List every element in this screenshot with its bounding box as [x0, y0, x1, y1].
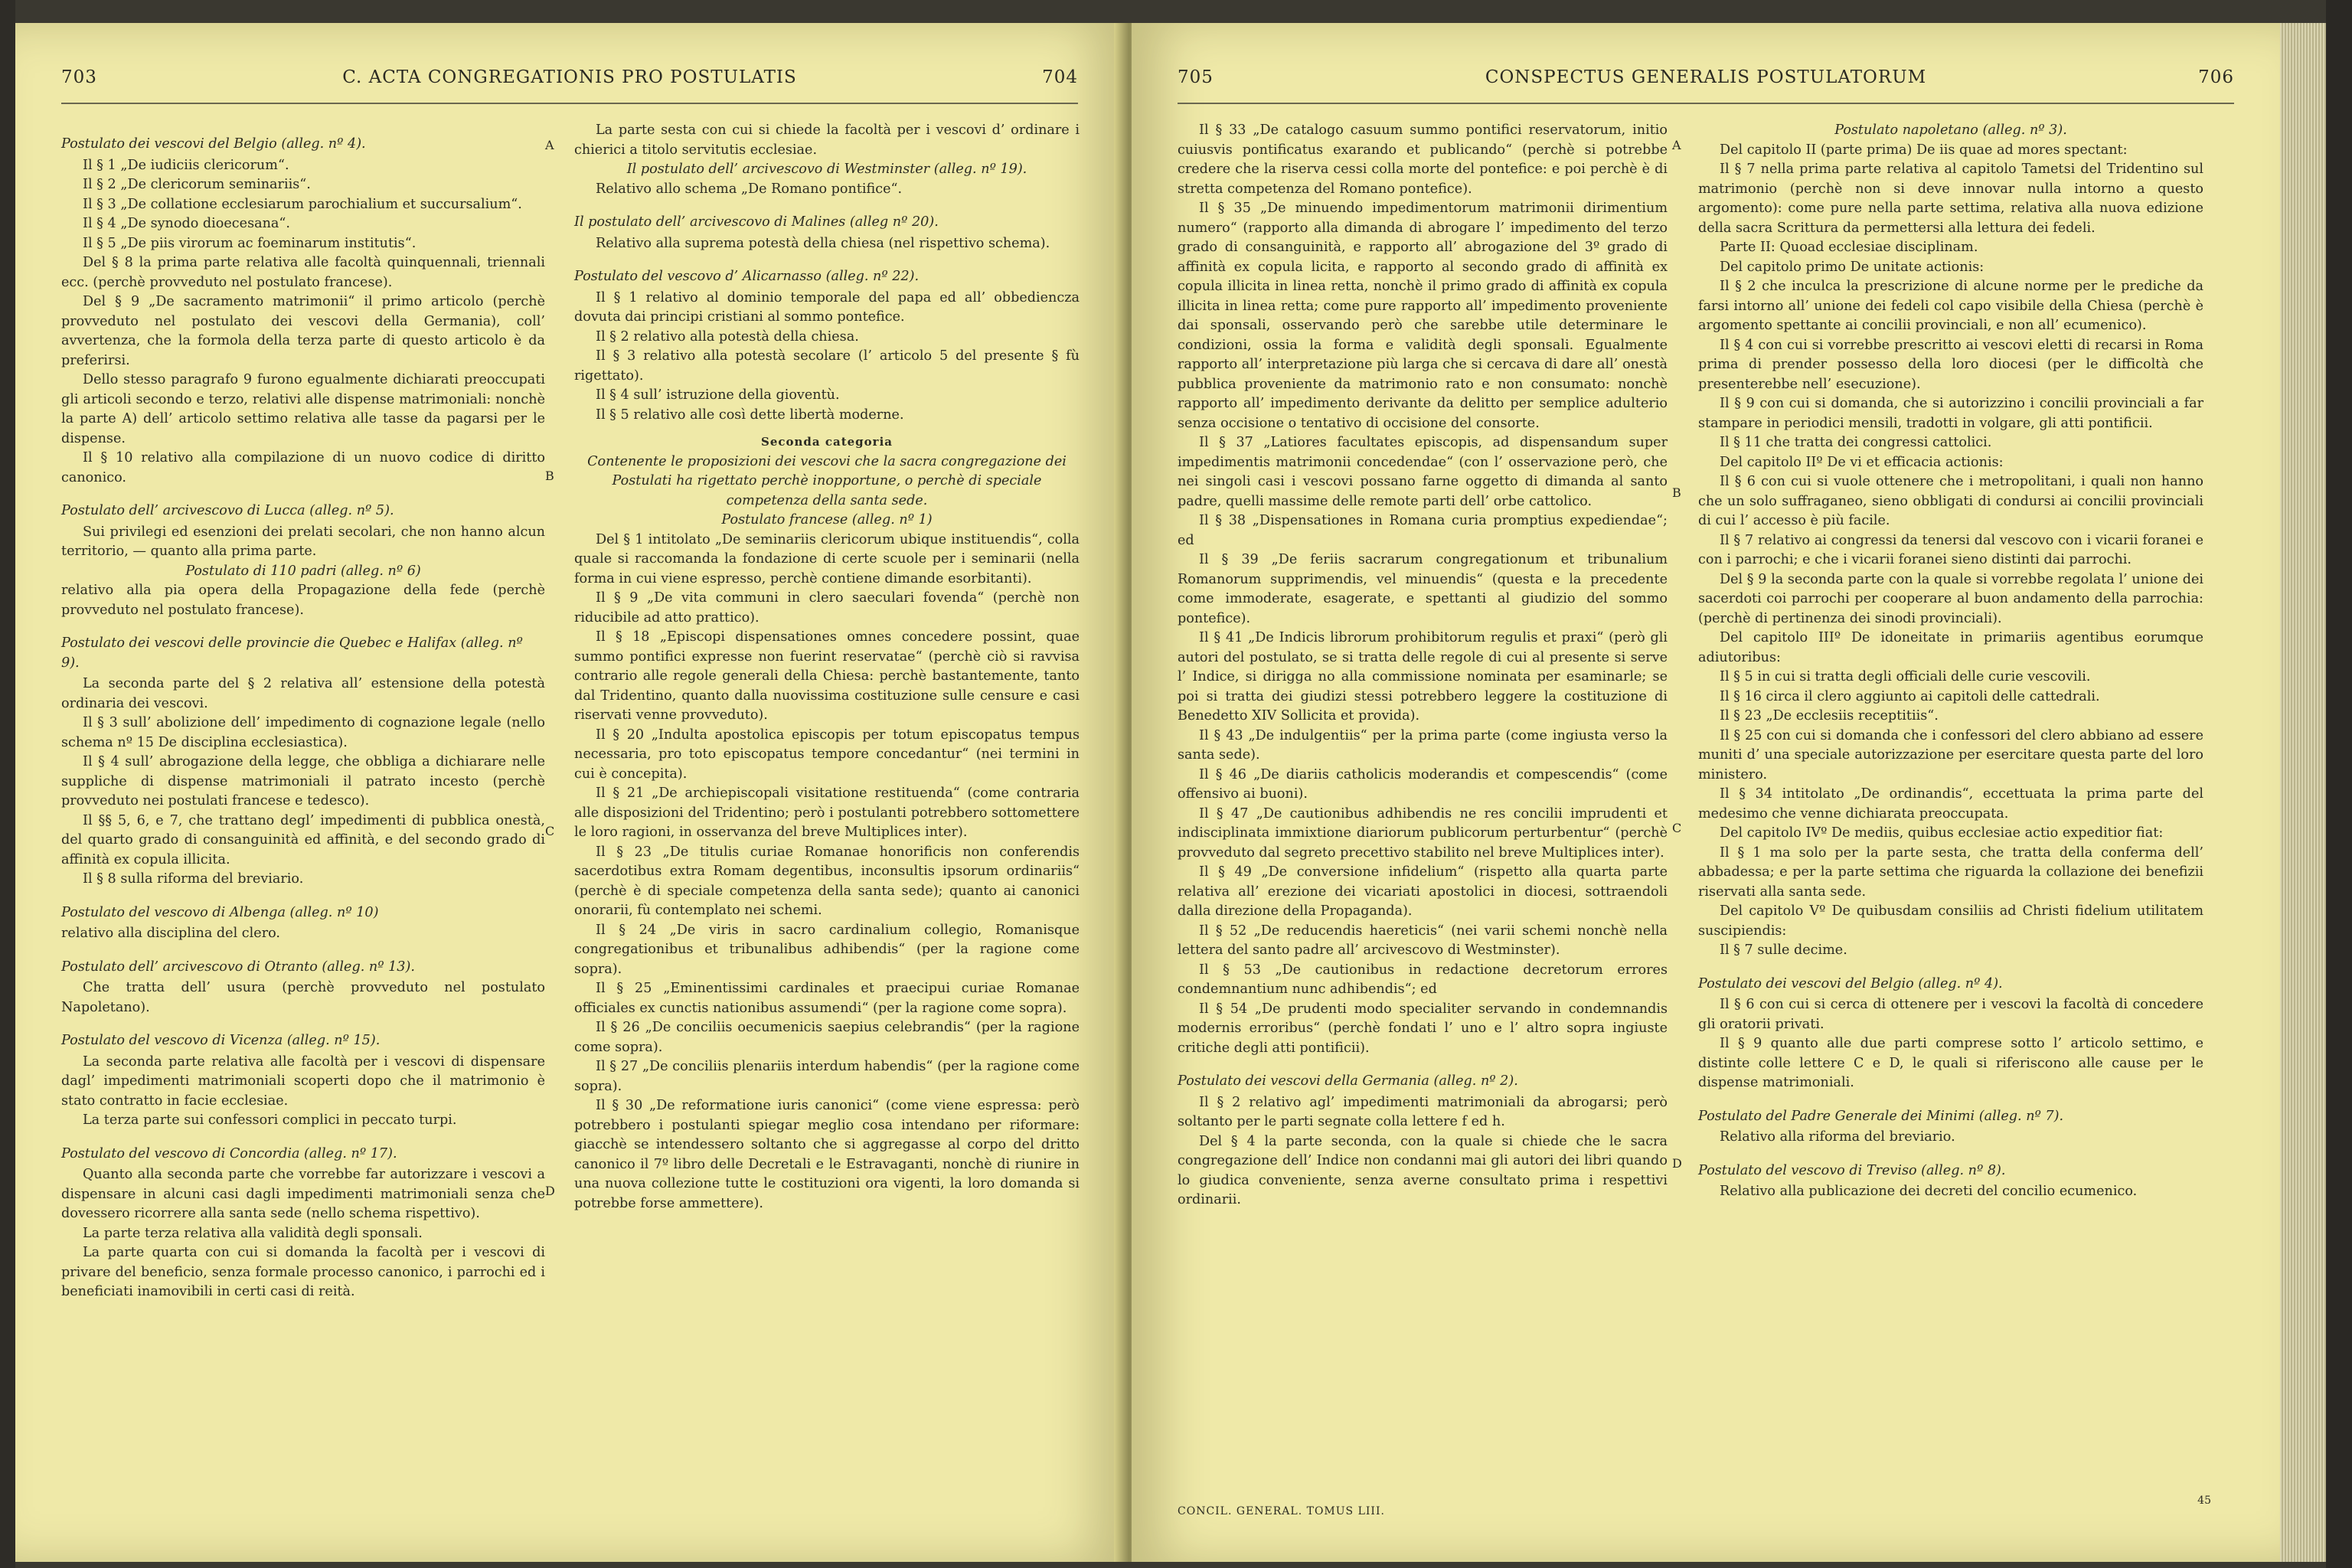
paragraph: Del capitolo Vº De quibusdam consiliis ad Christi fidelium utilitatem suscipiendis:: [1698, 903, 2203, 939]
margin-marker: D: [545, 1184, 555, 1198]
paragraph: Il § 1 relativo al dominio temporale del papa ed all’ obbediencza dovuta dai principi cristiani al sommo pontefice.: [574, 289, 1080, 325]
paragraph: Il § 46 „De diariis catholicis moderandis et compescendis“ (come offensivo ai buoni).: [1178, 766, 1668, 802]
paragraph: Il § 6 con cui si vuole ottenere che i metropolitani, i quali non hanno che un solo suffraganeo, sieno obbligati di condursi ai concilii provinciali di cui l’ accesso è più facile.: [1698, 474, 2203, 528]
margin-marker: C: [1672, 821, 1682, 835]
header-rule: [61, 103, 1078, 104]
left-page-column-1: [61, 121, 545, 1302]
paragraph: Il § 30 „De reformatione iuris canonici“ (come viene espressa: però potrebbero i postulanti spiegar meglio cosa intendano per riformare: giacchè se intendessero soltanto che si aggregasse al corpo del dritto canonico il 7º libro delle Decretali e le Estravaganti, nonchè di riunire in una nuova collezione tutte le costituzioni ora vigenti, la loro domanda si potrebbe forse ammettere).: [574, 1098, 1080, 1211]
paragraph: Il § 16 circa il clero aggiunto ai capitoli delle cattedrali.: [1720, 688, 2100, 704]
paragraph: Relativo alla riforma del breviario.: [1720, 1129, 1955, 1145]
paragraph: Il § 18 „Episcopi dispensationes omnes concedere possint, quae summo pontifici expresse non fuerint reservatae“ (perchè ciò si ravvisa contrario alle regole generali della Chiesa: perchè bastantemente, tanto dal Tridentino, quanto dalla nuovissima costituzione sulle censure e casi riservati venne provveduto).: [574, 629, 1080, 723]
paragraph: La parte sesta con cui si chiede la facoltà per i vescovi d’ ordinare i chierici a titolo servitutis ecclesiae.: [574, 122, 1080, 158]
section-heading: Postulato del vescovo di Concordia (alleg. nº 17).: [61, 1145, 397, 1161]
section-heading: Postulato del vescovo d’ Alicarnasso (alleg. nº 22).: [574, 269, 920, 284]
right-page-header: [1178, 67, 2234, 98]
section-heading: Contenente le proposizioni dei vescovi che la sacra congregazione dei Postulati ha rigettato perchè inopportune, o perchè di speciale competenza della santa sede.: [587, 453, 1067, 508]
paragraph: Il § 39 „De feriis sacrarum congregationum et tribunalium Romanorum supprimendis, vel minuendis“ (questa e la precedente come immoderate, esagerate, e spettanti al giudizio del sommo pontefice).: [1178, 552, 1668, 626]
section-heading: Postulato napoletano (alleg. nº 3).: [1834, 122, 2067, 138]
paragraph: Il § 23 „De ecclesiis receptitiis“.: [1720, 708, 1939, 724]
paragraph: Del § 9 la seconda parte con la quale si vorrebbe regolata l’ unione dei sacerdoti coi parrochi per cooperare al buon andamento della parrochia: (perchè di pertinenza dei sinodi provinciali).: [1698, 571, 2203, 626]
paragraph: Relativo allo schema „De Romano pontifice“.: [596, 181, 903, 197]
paragraph: Il § 5 in cui si tratta degli officiali delle curie vescovili.: [1720, 669, 2091, 684]
paragraph: Il § 21 „De archiepiscopali visitatione restituenda“ (come contraria alle disposizioni del Tridentino; però i postulanti potrebbero sottomettere le loro ragioni, in osservanza del breve Multiplices inter).: [574, 786, 1080, 840]
left-page: [15, 23, 1124, 1562]
signature-mark: 45: [2197, 1494, 2211, 1507]
paragraph: Il § 24 „De viris in sacro cardinalium collegio, Romanisque congregationibus et tribunalibus adhibendis“ (per la ragione come sopra).: [574, 922, 1080, 977]
page-number: 703: [61, 67, 97, 87]
paragraph: Parte II: Quoad ecclesiae disciplinam.: [1720, 240, 1978, 255]
paragraph: Del § 1 intitolato „De seminariis clericorum ubique instituendis“, colla quale si raccomanda la fondazione di certe scuole per i seminarii (nella forma in cui viene espresso, perchè contiene dimande esorbitanti).: [574, 531, 1080, 586]
paragraph: Dello stesso paragrafo 9 furono egualmente dichiarati preoccupati gli articoli secondo e terzo, relativi alle dispense matrimoniali: nonchè la parte A) dell’ articolo settimo relativa alle tasse da pagarsi per le dispense.: [61, 372, 545, 446]
paragraph: Il § 33 „De catalogo casuum summo pontifici reservatorum, initio cuiusvis pontificatus exarando et publicando“ (perchè si potrebbe credere che la riserva cessi colla morte del pontefice: e poi perchè è di stretta competenza del Romano pontefice).: [1178, 122, 1668, 197]
margin-marker: A: [1672, 138, 1681, 152]
page-edges: [2280, 23, 2326, 1562]
paragraph: Il § 49 „De conversione infidelium“ (rispetto alla quarta parte relativa all’ erezione dei vicariati apostolici in diocesi, sottraendoli dalla direzione della Propaganda).: [1178, 864, 1668, 919]
paragraph: Il § 25 con cui si domanda che i confessori del clero abbiano ad essere muniti d’ una speciale autorizzazione per esercitare questa parte del loro ministero.: [1698, 727, 2203, 782]
margin-marker: A: [545, 138, 554, 152]
paragraph: Il § 1 „De iudiciis clericorum“.: [83, 157, 289, 173]
paragraph: Il § 9 „De vita communi in clero saeculari fovenda“ (perchè non riducibile ad atto prattico).: [574, 590, 1080, 626]
paragraph: Del capitolo II (parte prima) De iis quae ad mores spectant:: [1720, 142, 2128, 158]
section-heading: Postulato del vescovo di Vicenza (alleg. nº 15).: [61, 1033, 381, 1048]
paragraph: Il § 10 relativo alla compilazione di un nuovo codice di diritto canonico.: [61, 450, 545, 485]
page-number: 704: [1042, 67, 1078, 87]
background-edge: [2326, 0, 2352, 1568]
left-page-column-2: [574, 121, 1080, 1214]
right-page-column-2: [1698, 121, 2203, 1202]
left-page-header: [61, 67, 1078, 98]
running-head: C. ACTA CONGREGATIONIS PRO POSTULATIS: [342, 67, 797, 87]
margin-marker: B: [545, 469, 554, 483]
section-heading: Postulato francese (alleg. nº 1): [721, 512, 933, 528]
paragraph: Il § 3 sull’ abolizione dell’ impedimento di cognazione legale (nello schema nº 15 De disciplina ecclesiastica).: [61, 715, 545, 750]
paragraph: La terza parte sui confessori complici in peccato turpi.: [83, 1112, 457, 1128]
section-heading: Il postulato dell’ arcivescovo di Malines (alleg nº 20).: [574, 214, 939, 230]
paragraph: relativo alla disciplina del clero.: [61, 926, 280, 941]
paragraph: Il § 2 relativo agl’ impedimenti matrimoniali da abrogarsi; però soltanto per le parti segnate colla lettere f ed h.: [1178, 1094, 1668, 1129]
section-heading: Seconda categoria: [761, 435, 893, 449]
section-heading: Postulato del Padre Generale dei Minimi (alleg. nº 7).: [1698, 1108, 2064, 1124]
paragraph: Che tratta dell’ usura (perchè provveduto nel postulato Napoletano).: [61, 980, 545, 1015]
footer-signature-line: CONCIL. GENERAL. TOMUS LIII.: [1178, 1505, 1385, 1517]
background-edge: [0, 0, 15, 1568]
paragraph: Relativo alla suprema potestà della chiesa (nel rispettivo schema).: [596, 235, 1050, 251]
paragraph: Il § 9 con cui si domanda, che si autorizzino i concilii provinciali a far stampare in periodici mensili, tradotti in volgare, gli atti pontificii.: [1698, 396, 2203, 431]
margin-marker: D: [1672, 1156, 1682, 1171]
section-heading: Postulato dei vescovi della Germania (alleg. nº 2).: [1178, 1073, 1518, 1089]
paragraph: Il § 35 „De minuendo impedimentorum matrimonii dirimentium numero“ (rapporto alla dimanda di abrogare l’ impedimento del terzo grado di consanguinità, e rapporto all’ abrogazione del 3º grado di affinità ex copula licita, e rapporto al secondo grado di affinità ex copula illicita in linea retta, nonchè il primo grado di affinità ex copula illicita in linea retta; come pure rapporto all’ impedimento proveniente dai sponsali, osservando però che sarebbe utile determinare le condizioni, ossia la forma e validità degli sponsali. Egualmente rapporto all’ interpretazione più larga che si cercava di dare all’ onestà pubblica proveniente da matrimonio rato e non consumato: nonchè rapporto all’ impedimento derivante da delitto per semplice adulterio senza occisione o tentativo di occisione del consorte.: [1178, 201, 1668, 431]
paragraph: Il § 41 „De Indicis librorum prohibitorum regulis et praxi“ (però gli autori del postulato, se si tratta delle regole di cui al presente si serve l’ Indice, si dirigga no alla commissione nominata per esaminarle; se poi si tratta dei giudizi stessi potrebbero leggere la costituzione di Benedetto XIV Sollicita et provida).: [1178, 630, 1668, 724]
paragraph: Del capitolo IVº De mediis, quibus ecclesiae actio expeditior fiat:: [1720, 825, 2164, 841]
paragraph: Il § 34 intitolato „De ordinandis“, eccettuata la prima parte del medesimo che venne dichiarata preoccupata.: [1698, 786, 2203, 822]
paragraph: Il § 54 „De prudenti modo specialiter servando in condemnandis modernis erroribus“ (perchè fondati l’ uno e l’ altro sopra ingiuste critiche degli atti pontificii).: [1178, 1001, 1668, 1056]
paragraph: Il § 7 nella prima parte relativa al capitolo Tametsi del Tridentino sul matrimonio (perchè non si deve innovar nulla intorno a questo argomento): come pure nella parte settima, relativa alla nuova edizione della sacra Scrittura da permettersi alla lettura dei fedeli.: [1698, 162, 2203, 236]
paragraph: Il § 2 „De clericorum seminariis“.: [83, 177, 311, 192]
section-heading: Postulato del vescovo di Treviso (alleg. nº 8).: [1698, 1162, 2006, 1178]
paragraph: Il § 9 quanto alle due parti comprese sotto l’ articolo settimo, e distinte colle lettere C e D, le quali si riferiscono alle cause per le dispense matrimoniali.: [1698, 1036, 2203, 1090]
paragraph: Il § 3 „De collatione ecclesiarum parochialium et succursalium“.: [83, 196, 522, 212]
section-heading: Postulato dei vescovi del Belgio (alleg. nº 4).: [1698, 975, 2003, 991]
paragraph: Il § 2 relativo alla potestà della chiesa.: [596, 328, 859, 345]
paragraph: Il § 1 ma solo per la parte sesta, che tratta della conferma dell’ abbadessa; e per la parte settima che riguarda la collazione dei benefizii riservati alla santa sede.: [1698, 844, 2203, 900]
paragraph: Il § 4 sull’ abrogazione della legge, che obbliga a dichiarare nelle suppliche di dispense matrimoniali il patrato incesto (perchè provveduto nei postulati francese e tedesco).: [61, 754, 545, 808]
margin-marker: C: [545, 824, 555, 838]
right-page: [1132, 23, 2280, 1562]
paragraph: Relativo alla publicazione dei decreti del concilio ecumenico.: [1720, 1184, 2138, 1199]
paragraph: Il § 7 sulle decime.: [1720, 942, 1847, 958]
paragraph: Il § 26 „De conciliis oecumenicis saepius celebrandis“ (per la ragione come sopra).: [574, 1020, 1080, 1055]
paragraph: Il § 4 con cui si vorrebbe prescritto ai vescovi eletti di recarsi in Roma prima di prender possesso della loro diocesi (per le difficoltà che presenterebbe nell’ esecuzione).: [1698, 337, 2203, 392]
section-heading: Postulato dell’ arcivescovo di Lucca (alleg. nº 5).: [61, 503, 394, 518]
header-rule: [1178, 103, 2234, 104]
paragraph: Il § 37 „Latiores facultates episcopis, ad dispensandum super impedimentis matrimonii concedendae“ (con l’ osservazione però, che nei singoli casi i vescovi possano farne oggetto di dimanda al santo padre, quelli massime delle remote parti dell’ orbe cattolico.: [1178, 435, 1668, 509]
paragraph: Il § 20 „Indulta apostolica episcopis per totum episcopatus tempus necessaria, pro toto episcopatus tempore concedantur“ (nei termini in cui è concepita).: [574, 727, 1080, 782]
paragraph: Il § 4 sull’ istruzione della gioventù.: [596, 387, 840, 403]
paragraph: La parte quarta con cui si domanda la facoltà per i vescovi di privare del beneficio, senza formale processo canonico, i parrochi ed i beneficiati inamovibili in certi casi di reità.: [61, 1245, 545, 1299]
paragraph: La seconda parte relativa alle facoltà per i vescovi di dispensare dagl’ impedimenti matrimoniali scoperti dopo che il matrimonio è stato contratto in facie ecclesiae.: [61, 1054, 545, 1109]
paragraph: Sui privilegi ed esenzioni dei prelati secolari, che non hanno alcun territorio, — quanto alla prima parte.: [61, 524, 545, 559]
paragraph: Il § 23 „De titulis curiae Romanae honorificis non conferendis sacerdotibus extra Romam degentibus, inconsultis ipsorum ordinariis“ (perchè è di speciale competenza della santa sede); quanto ai canonici onorarii, fù contemplato nei schemi.: [574, 844, 1080, 918]
paragraph: Il § 43 „De indulgentiis“ per la prima parte (come ingiusta verso la santa sede).: [1178, 727, 1668, 763]
section-heading: Postulato dell’ arcivescovo di Otranto (alleg. nº 13).: [61, 959, 415, 975]
right-page-column-1: [1178, 121, 1668, 1210]
paragraph: Il § 52 „De reducendis haereticis“ (nei varii schemi nonchè nella lettera del santo padre all’ arcivescovo di Westminster).: [1178, 923, 1668, 958]
paragraph: Del § 4 la parte seconda, con la quale si chiede che le sacra congregazione dell’ Indice non condanni mai gli autori dei libri quando lo giudica conveniente, senza averne consultato prima i respettivi ordinarii.: [1178, 1133, 1668, 1207]
paragraph: Il § 4 „De synodo dioecesana“.: [83, 216, 290, 231]
paragraph: Il § 3 relativo alla potestà secolare (l’ articolo 5 del presente § fù rigettato).: [574, 348, 1080, 384]
paragraph: Il § 25 „Eminentissimi cardinales et praecipui curiae Romanae officiales ex cunctis nationibus assumendi“ (per la ragione come sopra).: [574, 981, 1080, 1016]
margin-marker: B: [1672, 485, 1681, 500]
paragraph: Il § 5 relativo alle così dette libertà moderne.: [596, 407, 904, 423]
paragraph: Il § 7 relativo ai congressi da tenersi dal vescovo con i vicarii foranei e con i parrochi; e che i vicarii foranei sieno distinti dai parrochi.: [1698, 532, 2203, 567]
page-number: 706: [2198, 67, 2234, 87]
paragraph: La seconda parte del § 2 relativa all’ estensione della potestà ordinaria dei vescovi.: [61, 676, 545, 711]
section-heading: Il postulato dell’ arcivescovo di Westminster (alleg. nº 19).: [626, 162, 1027, 177]
paragraph: Del capitolo primo De unitate actionis:: [1720, 259, 1984, 275]
paragraph: Del capitolo IIIº De idoneitate in primariis agentibus eorumque adiutoribus:: [1698, 630, 2203, 665]
paragraph: Il §§ 5, 6, e 7, che trattano degl’ impedimenti di pubblica onestà, del quarto grado di consanguinità ed affinità, e del secondo grado di affinità ex copula illicita.: [61, 812, 545, 867]
paragraph: Il § 8 sulla riforma del breviario.: [83, 871, 304, 887]
paragraph: Il § 47 „De cautionibus adhibendis ne res concilii imprudenti et indisciplinata immixtione diariorum publicorum perturbentur“ (perchè provveduto dal segreto precettivo stabilito nel breve Multiplices inter).: [1178, 805, 1668, 861]
page-number: 705: [1178, 67, 1214, 87]
section-heading: Postulato di 110 padri (alleg. nº 6): [185, 563, 421, 579]
section-heading: Postulato del vescovo di Albenga (alleg. nº 10): [61, 904, 379, 920]
paragraph: Il § 53 „De cautionibus in redactione decretorum errores condemnantium nunc adhibendis“; ed: [1178, 962, 1668, 997]
paragraph: Del capitolo IIº De vi et efficacia actionis:: [1720, 454, 2004, 470]
paragraph: Il § 2 che inculca la prescrizione di alcune norme per le prediche da farsi intorno all’ unione dei fedeli col capo visibile della Chiesa (perchè è argomento spettante ai concilii provinciali, e non all’ ecumenico).: [1698, 279, 2203, 333]
paragraph: Quanto alla seconda parte che vorrebbe far autorizzare i vescovi a dispensare in alcuni casi dagli impedimenti matrimoniali senza che dovessero ricorrere alla santa sede (nello schema rispettivo).: [61, 1167, 545, 1221]
paragraph: relativo alla pia opera della Propagazione della fede (perchè provveduto nel postulato francese).: [61, 583, 545, 618]
running-head: CONSPECTUS GENERALIS POSTULATORUM: [1485, 67, 1927, 87]
section-heading: Postulato dei vescovi delle provincie die Quebec e Halifax (alleg. nº 9).: [61, 635, 523, 671]
paragraph: Del § 9 „De sacramento matrimonii“ il primo articolo (perchè provveduto nel postulato dei vescovi della Germania), coll’ avvertenza, che la formola della terza parte di questo articolo è da preferirsi.: [61, 294, 545, 368]
paragraph: Il § 6 con cui si cerca di ottenere per i vescovi la facoltà di concedere gli oratorii privati.: [1698, 997, 2203, 1032]
paragraph: Il § 11 che tratta dei congressi cattolici.: [1720, 435, 1992, 450]
paragraph: Del § 8 la prima parte relativa alle facoltà quinquennali, triennali ecc. (perchè provveduto nel postulato francese).: [61, 255, 545, 290]
paragraph: Il § 5 „De piis virorum ac foeminarum institutis“.: [83, 235, 416, 251]
section-heading: Postulato dei vescovi del Belgio (alleg. nº 4).: [61, 136, 366, 152]
paragraph: La parte terza relativa alla validità degli sponsali.: [83, 1225, 423, 1241]
paragraph: Il § 27 „De conciliis plenariis interdum habendis“ (per la ragione come sopra).: [574, 1059, 1080, 1094]
paragraph: Il § 38 „Dispensationes in Romana curia promptius expediendae“; ed: [1178, 513, 1668, 548]
